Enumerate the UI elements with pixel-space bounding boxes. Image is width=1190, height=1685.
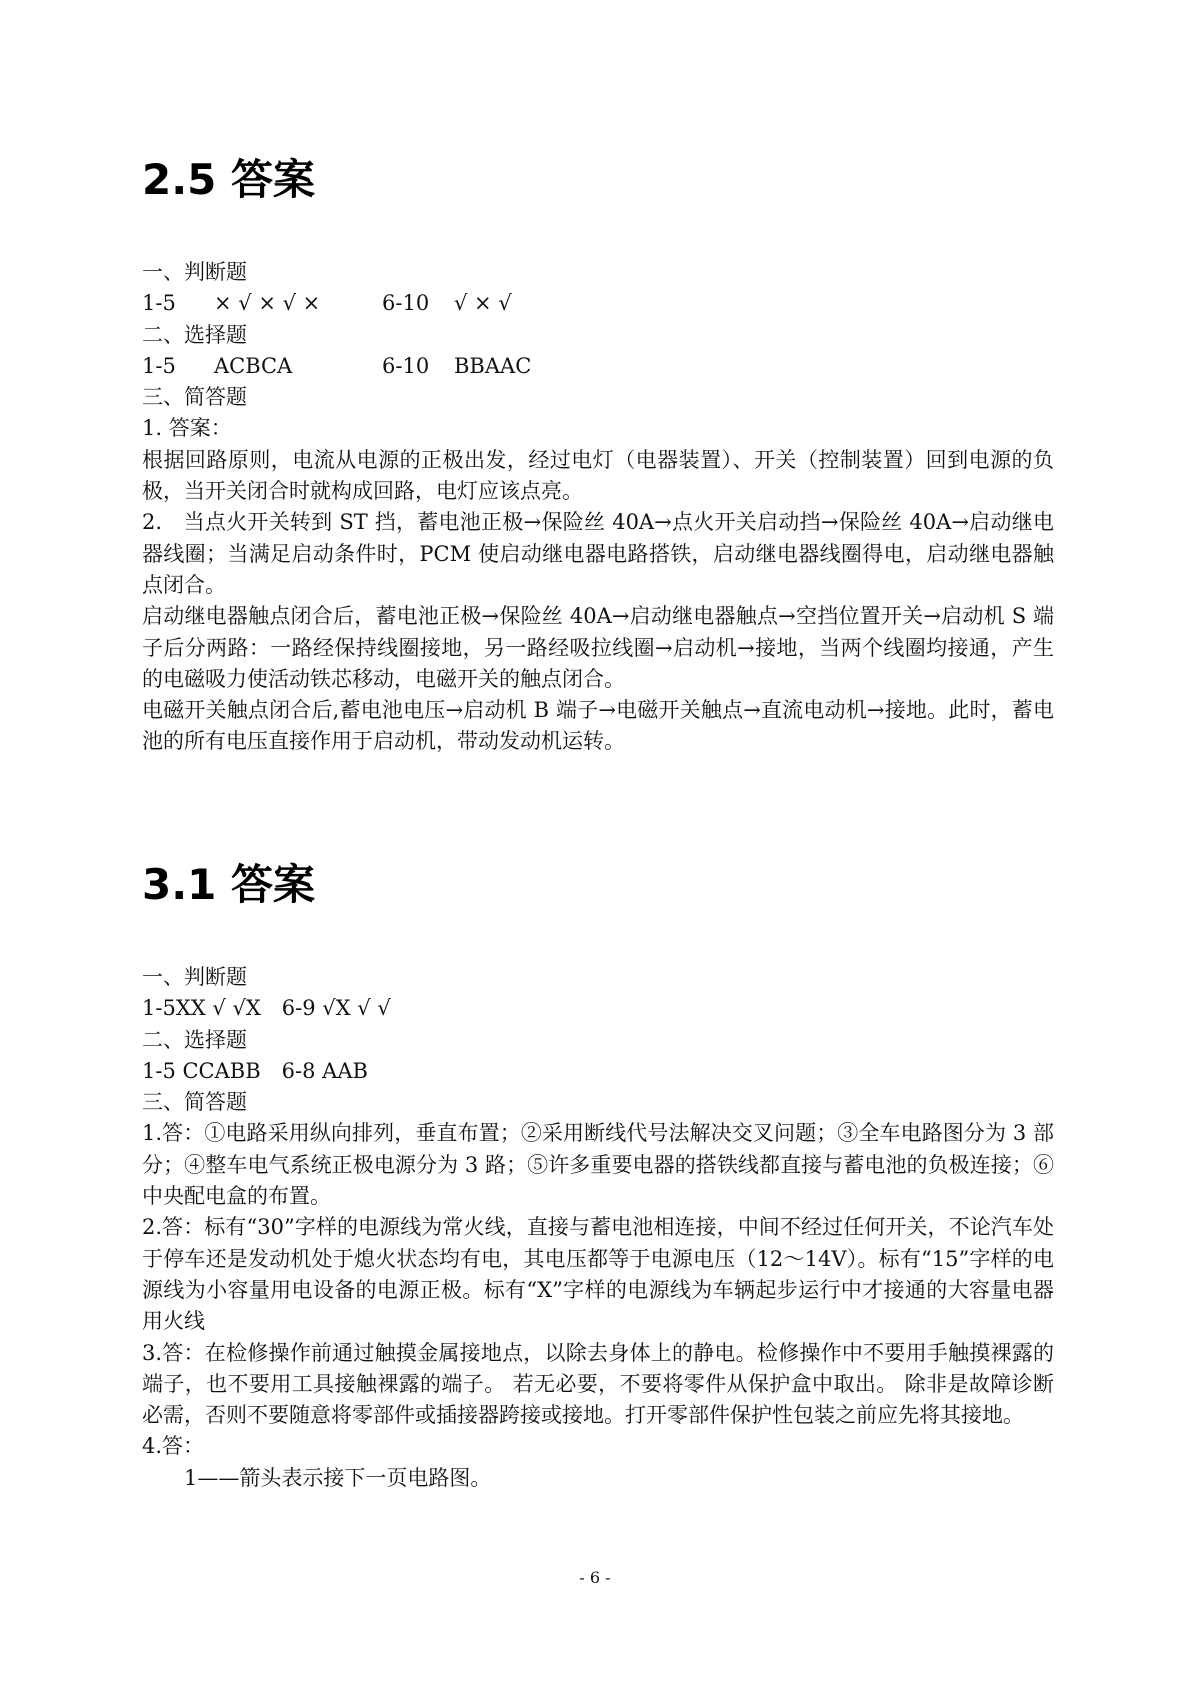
tf-range-2: 6-10: [382, 291, 430, 316]
q2-answer: 2.答：标有“30”字样的电源线为常火线，直接与蓄电池相连接，中间不经过任何开关，不论汽车处于停车还是发动机处于熄火状态均有电，其电压都等于电源电压（12～14V）。标有“15”字样的电源线为小容量用电设备的电源正极。标有“X”字样的电源线为车辆起步运行中才接通的大容量电器用火线: [142, 1215, 1054, 1334]
page-number: - 6 -: [579, 1568, 611, 1587]
q1-label: 1. 答案：: [142, 416, 232, 441]
section-25-title: 2.5 答案: [142, 155, 316, 204]
tf-answers-2: √ × √: [454, 291, 512, 316]
tf-answers: 1-5XX √ √X 6-9 √X √ √: [142, 996, 391, 1021]
q1-answer: 1.答：①电路采用纵向排列，垂直布置；②采用断线代号法解决交叉问题；③全车电路图分为 3 部分；④整车电气系统正极电源分为 3 路；⑤许多重要电器的搭铁线都直接与蓄电池的负极连接；⑥中央配电盒的布置。: [142, 1121, 1054, 1209]
q4-label: 4.答：: [142, 1434, 205, 1459]
mc-answers-1: ACBCA: [214, 353, 293, 378]
q1-answer: 根据回路原则，电流从电源的正极出发，经过电灯（电器装置）、开关（控制装置）回到电源的负极，当开关闭合时就构成回路，电灯应该点亮。: [142, 447, 1054, 504]
mc-heading: 二、选择题: [142, 1027, 247, 1052]
section-31-title: 3.1 答案: [142, 860, 316, 909]
mc-answers-2: BBAAC: [454, 353, 532, 378]
mc-answers: 1-5 CCABB 6-8 AAB: [142, 1058, 368, 1083]
tf-range-1: 1-5: [142, 291, 176, 316]
section-25-body: [142, 257, 1054, 758]
q2-answer: 2. 当点火开关转到 ST 挡，蓄电池正极→保险丝 40A→点火开关启动挡→保险丝 40A→启动继电器线圈；当满足启动条件时，PCM 使启动继电器电路搭铁，启动继电器线圈得电，启动继电器触点闭合。: [142, 510, 1054, 597]
short-answer-heading: 三、简答题: [142, 1090, 247, 1115]
tf-answers-row: [142, 288, 1054, 319]
mc-answers-row: [142, 351, 1054, 382]
tf-heading: 一、判断题: [142, 965, 247, 989]
q2-answer-continued: 启动继电器触点闭合后，蓄电池正极→保险丝 40A→启动继电器触点→空挡位置开关→启动机 S 端子后分两路：一路经保持线圈接地，另一路经吸拉线圈→启动机→接地，当两个线圈均接通，产生的电磁吸力使活动铁芯移动，电磁开关的触点闭合。: [142, 604, 1054, 691]
mc-range-2: 6-10: [382, 353, 430, 378]
q4-item: 1——箭头表示接下一页电路图。: [184, 1465, 492, 1490]
short-answer-heading: 三、简答题: [142, 385, 247, 410]
q3-answer: 3.答：在检修操作前通过触摸金属接地点，以除去身体上的静电。检修操作中不要用手触摸裸露的端子，也不要用工具接触裸露的端子。 若无必要，不要将零件从保护盒中取出。 除非是故障诊断必需，否则不要随意将零部件或插接器跨接或接地。打开零部件保护性包装之前应先将其接地。: [142, 1340, 1054, 1428]
section-31-body: [142, 962, 1054, 1494]
q2-answer-final: 电磁开关触点闭合后,蓄电池电压→启动机 B 端子→电磁开关触点→直流电动机→接地。此时，蓄电池的所有电压直接作用于启动机，带动发动机运转。: [142, 698, 1054, 754]
mc-heading: 二、选择题: [142, 322, 247, 347]
tf-answers-1: × √ × √ ×: [214, 291, 321, 316]
tf-heading: 一、判断题: [142, 260, 247, 284]
mc-range-1: 1-5: [142, 353, 176, 378]
